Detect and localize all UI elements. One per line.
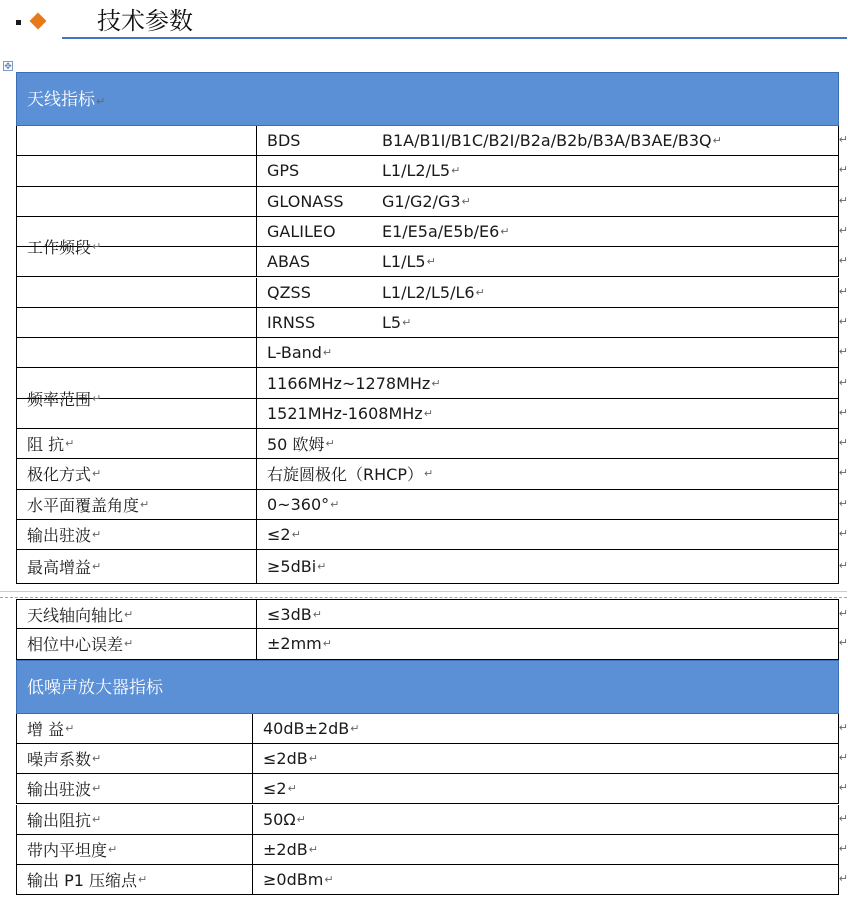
system-name: GPS (267, 161, 300, 181)
system-bands: L1/L2/L5 (382, 161, 451, 181)
paragraph-mark: ↵ (92, 560, 102, 574)
spec-label (16, 629, 256, 658)
system-value-cell (256, 338, 839, 367)
paragraph-mark: ↵ (124, 637, 134, 651)
table-row (16, 459, 848, 489)
row-end-mark: ↵ (838, 466, 848, 480)
page-title: 技术参数 (97, 7, 193, 35)
system-bands: B1A/B1I/B1C/B2I/B2a/B2b/B3A/B3AE/B3Q (382, 131, 712, 151)
row-end-mark: ↵ (838, 841, 848, 855)
spec-value (256, 550, 839, 583)
paragraph-mark: ↵ (124, 607, 134, 621)
lna-label-text: 输出 P1 压缩点 (27, 871, 138, 891)
section-heading (0, 0, 847, 40)
paragraph-mark: ↵ (426, 255, 436, 269)
paragraph-mark: ↵ (92, 528, 102, 542)
row-end-mark: ↵ (838, 636, 848, 650)
freq-range-value (256, 368, 839, 397)
row-end-mark: ↵ (838, 284, 848, 298)
lna-value-text: ≤2dB (263, 749, 308, 769)
lna-value-text: ±2dB (263, 839, 308, 859)
paragraph-mark: ↵ (65, 721, 75, 735)
row-end-mark: ↵ (838, 751, 848, 765)
paragraph-mark: ↵ (317, 560, 327, 574)
band-antenna: 天线指标↵ (16, 72, 839, 126)
row-end-mark: ↵ (838, 163, 848, 177)
paragraph-mark: ↵ (92, 467, 102, 481)
row-end-mark: ↵ (838, 811, 848, 825)
system-value-cell (256, 247, 839, 276)
label-freq-range (16, 368, 256, 429)
table-row (16, 774, 848, 804)
row-end-mark: ↵ (838, 496, 848, 510)
lna-value-text: 40dB±2dB (263, 718, 350, 738)
freq-range-value-text: 1521MHz-1608MHz (267, 403, 423, 423)
spec-value-text: ≤2 (267, 525, 291, 545)
lna-value (252, 805, 839, 834)
row-end-mark: ↵ (838, 720, 848, 734)
lna-label (16, 744, 252, 773)
paragraph-mark: ↵ (322, 346, 333, 360)
paragraph-mark: ↵ (712, 134, 722, 148)
paragraph-mark: ↵ (291, 528, 301, 542)
table-row (16, 835, 848, 865)
row-end-mark: ↵ (838, 193, 848, 207)
paragraph-mark: ↵ (108, 842, 118, 856)
spec-label-text: 相位中心误差 (27, 635, 124, 655)
row-end-mark: ↵ (838, 254, 848, 268)
lna-value (252, 714, 839, 743)
row-end-mark: ↵ (838, 527, 848, 541)
lna-label-text: 带内平坦度 (27, 840, 108, 860)
paragraph-mark: ↵ (65, 437, 75, 451)
system-bands: L5 (382, 312, 402, 332)
spec-value-text: ≤3dB (267, 604, 312, 624)
table-row (16, 520, 848, 550)
paragraph-mark: ↵ (312, 607, 322, 621)
spec-label-text: 输出驻波 (27, 526, 92, 546)
lna-label-text: 输出阻抗 (27, 810, 92, 830)
page-break-line (0, 597, 847, 598)
spec-value (256, 490, 839, 519)
row-end-mark: ↵ (838, 781, 848, 795)
paragraph-mark: ↵ (451, 164, 461, 178)
table-row (16, 714, 848, 744)
spec-value-text: ≥5dBi (267, 557, 317, 577)
square-bullet-icon (16, 20, 21, 25)
paragraph-mark: ↵ (475, 285, 485, 299)
paragraph-mark: ↵ (92, 240, 102, 254)
paragraph-mark: ↵ (92, 752, 102, 766)
spec-label (16, 600, 256, 628)
paragraph-mark: ↵ (330, 497, 340, 511)
system-name: GALILEO (267, 222, 336, 242)
table-row (16, 490, 848, 520)
table-row (16, 599, 848, 629)
lna-label (16, 865, 252, 894)
lna-value-text: ≤2 (263, 779, 287, 799)
paragraph-mark: ↵ (322, 637, 332, 651)
spec-label-text: 极化方式 (27, 465, 92, 485)
spec-value-text: 50 欧姆 (267, 435, 325, 455)
system-name: IRNSS (267, 312, 316, 332)
row-end-mark: ↵ (838, 314, 848, 328)
lna-value-text: 50Ω (263, 809, 296, 829)
system-bands: G1/G2/G3 (382, 191, 461, 211)
row-end-mark: ↵ (838, 133, 848, 147)
spec-label (16, 550, 256, 583)
paragraph-mark: ↵ (461, 194, 471, 208)
paragraph-mark: ↵ (423, 467, 434, 481)
spec-label (16, 520, 256, 549)
spec-label-text: 最高增益 (27, 558, 92, 578)
row-end-mark: ↵ (838, 872, 848, 886)
table-row (16, 805, 848, 835)
spec-label (16, 459, 256, 488)
lna-value (252, 744, 839, 773)
paragraph-mark: ↵ (431, 376, 441, 390)
heading-underline (62, 37, 847, 39)
row-end-mark: ↵ (838, 607, 848, 621)
band-title-antenna: 天线指标 (27, 90, 95, 110)
paragraph-mark: ↵ (325, 437, 335, 451)
orange-diamond-icon (30, 13, 47, 30)
system-value-cell (256, 217, 839, 246)
table-move-handle-icon[interactable]: ✥ (4, 62, 12, 72)
lna-label (16, 714, 252, 743)
spec-label (16, 490, 256, 519)
paragraph-mark: ↵ (296, 812, 306, 826)
paragraph-mark: ↵ (500, 225, 510, 239)
freq-range-value (256, 399, 839, 428)
paragraph-mark: ↵ (140, 497, 150, 511)
spec-value (256, 600, 839, 628)
row-end-mark: ↵ (838, 559, 848, 573)
table-row (16, 429, 848, 459)
lna-label-text: 增 益 (27, 719, 65, 739)
table-row (16, 744, 848, 774)
spec-label-text: 水平面覆盖角度 (27, 495, 140, 515)
system-name: GLONASS (267, 191, 344, 211)
system-value-cell (256, 278, 839, 307)
system-name: BDS (267, 131, 301, 151)
table-row (16, 550, 848, 584)
label-working-band-text: 工作频段 (27, 238, 92, 258)
lna-label (16, 774, 252, 803)
paragraph-mark: ↵ (324, 873, 334, 887)
spec-value (256, 429, 839, 458)
spec-value-text: ±2mm (267, 634, 322, 654)
table-row (16, 865, 848, 895)
lna-label (16, 805, 252, 834)
lna-label (16, 835, 252, 864)
lna-label-text: 噪声系数 (27, 750, 92, 770)
paragraph-mark: ↵ (423, 406, 433, 420)
system-name: L-Band (267, 343, 322, 363)
row-end-mark: ↵ (838, 224, 848, 238)
label-freq-range-text: 频率范围 (27, 389, 92, 409)
spec-value (256, 459, 839, 488)
page-break-line (0, 591, 847, 592)
row-end-mark: ↵ (838, 345, 848, 359)
paragraph-mark: ↵ (308, 752, 318, 766)
system-value-cell (256, 308, 839, 337)
table-row (16, 629, 848, 659)
spec-label (16, 429, 256, 458)
lna-value (252, 774, 839, 803)
paragraph-mark: ↵ (92, 782, 102, 796)
label-working-band (16, 126, 256, 368)
paragraph-mark: ↵ (402, 315, 412, 329)
paragraph-mark: ↵ (287, 782, 297, 796)
paragraph-mark: ↵ (92, 812, 102, 826)
spec-value (256, 629, 839, 658)
system-value-cell (256, 156, 839, 185)
paragraph-mark: ↵ (138, 873, 148, 887)
row-end-mark: ↵ (838, 436, 848, 450)
lna-value (252, 865, 839, 894)
paragraph-mark: ↵ (308, 842, 318, 856)
row-end-mark: ↵ (838, 405, 848, 419)
system-value-cell (256, 126, 839, 155)
lna-value-text: ≥0dBm (263, 870, 324, 890)
lna-value (252, 835, 839, 864)
system-bands: L1/L2/L5/L6 (382, 282, 475, 302)
lna-label-text: 输出驻波 (27, 780, 92, 800)
row-end-mark: ↵ (838, 375, 848, 389)
spec-value (256, 520, 839, 549)
spec-value-text: 右旋圆极化（RHCP） (267, 465, 423, 485)
band-title-lna: 低噪声放大器指标 (27, 677, 163, 698)
spec-value-text: 0~360° (267, 494, 330, 514)
system-bands: E1/E5a/E5b/E6 (382, 222, 500, 242)
band-lna (16, 660, 839, 714)
freq-range-value-text: 1166MHz~1278MHz (267, 373, 431, 393)
system-name: ABAS (267, 252, 311, 272)
spec-label-text: 阻 抗 (27, 435, 65, 455)
paragraph-mark: ↵ (92, 391, 102, 405)
spec-label-text: 天线轴向轴比 (27, 605, 124, 625)
system-bands: L1/L5 (382, 252, 426, 272)
paragraph-mark: ↵ (350, 721, 360, 735)
system-value-cell (256, 187, 839, 216)
system-name: QZSS (267, 282, 311, 302)
